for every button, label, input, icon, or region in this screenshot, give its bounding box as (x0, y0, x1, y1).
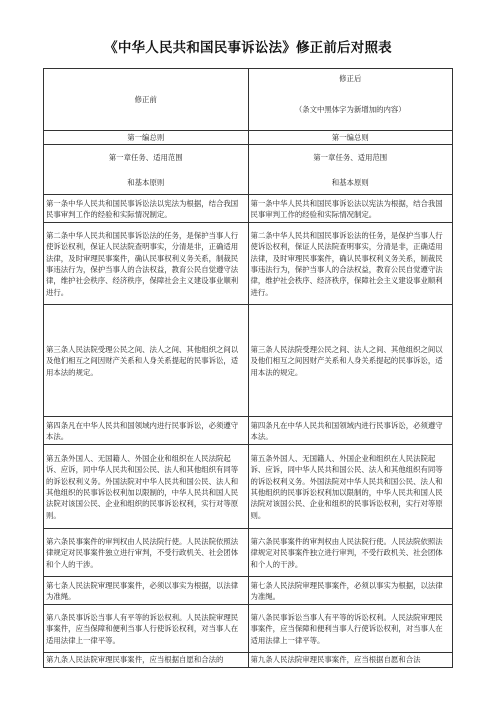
article-9-before: 第九条人民法院审理民事案件，应当根据自愿和合法的 (44, 653, 249, 667)
chapter-after-line2: 和基本原则 (331, 177, 369, 187)
article-5-after: 第五条外国人、无国籍人、外国企业和组织在人民法院起诉、应诉，同中华人民共和国公民、法人和其他组织有同等的诉讼权利义务。外国法院对中华人民共和国公民、法人和其他组织的民事诉讼权利加以限制的，中华人民共和国人民法院对该国公民、企业和组织的民事诉讼权利，实行对等原则。 (248, 445, 453, 529)
article-6-before: 第六条民事案件的审判权由人民法院行使。人民法院依照法律规定对民事案件独立进行审判，不受行政机关、社会团体和个人的干涉。 (44, 529, 249, 577)
document-title: 《中华人民共和国民事诉讼法》修正前后对照表 (104, 40, 392, 56)
chapter-row (44, 145, 453, 195)
article-2-before: 第二条中华人民共和国民事诉讼法的任务，是保护当事人行使诉讼权利，保证人民法院查明事实，分清是非，正确适用法律，及时审理民事案件，确认民事权利义务关系，制裁民事违法行为，保护当事人的合法权益，教育公民自觉遵守法律，维护社会秩序、经济秩序，保障社会主义建设事业顺利进行。 (44, 223, 249, 305)
article-1-after: 第一条中华人民共和国民事诉讼法以宪法为根据，结合我国民事审判工作的经验和实际情况制定。 (248, 195, 453, 223)
article-7-after: 第七条人民法院审理民事案件，必须以事实为根据，以法律为准绳。 (248, 577, 453, 605)
chapter-after-cell (248, 145, 453, 195)
article-4-after: 第四条凡在中华人民共和国领域内进行民事诉讼，必须遵守本法。 (248, 417, 453, 445)
part-after: 第一编总则 (248, 131, 453, 145)
table-row (44, 529, 453, 577)
header-before: 修正前 (44, 69, 249, 131)
article-3-after: 第三条人民法院受理公民之间、法人之间、其他组织之间以及他们相互之间因财产关系和人身关系提起的民事诉讼，适用本法的规定。 (248, 305, 453, 417)
header-row (44, 69, 453, 131)
table-row (44, 605, 453, 653)
table-row (44, 445, 453, 529)
table-row (44, 195, 453, 223)
article-2-after: 第二条中华人民共和国民事诉讼法的任务，是保护当事人行使诉讼权利，保证人民法院查明事实，分清是非，正确适用法律，及时审理民事案件，确认民事权利义务关系，制裁民事违法行为，保护当事人的合法权益，教育公民自觉遵守法律，维护社会秩序、经济秩序，保障社会主义建设事业顺利进行。 (248, 223, 453, 305)
article-1-before: 第一条中华人民共和国民事诉讼法以宪法为根据，结合我国民事审判工作的经验和实际情况制定。 (44, 195, 249, 223)
table-row (44, 653, 453, 667)
table-row (44, 305, 453, 417)
header-after-note: （条文中黑体字为新增加的内容） (294, 105, 406, 115)
article-8-after: 第八条民事诉讼当事人有平等的诉讼权利。人民法院审理民事案件，应当保障和便利当事人行使诉讼权利，对当事人在适用法律上一律平等。 (248, 605, 453, 653)
article-7-before: 第七条人民法院审理民事案件，必须以事实为根据，以法律为准绳。 (44, 577, 249, 605)
article-9-after: 第九条人民法院审理民事案件，应当根据自愿和合法 (248, 653, 453, 667)
part-row (44, 131, 453, 145)
header-after-cell (248, 69, 453, 131)
article-8-before: 第八条民事诉讼当事人有平等的诉讼权利。人民法院审理民事案件，应当保障和便利当事人行使诉讼权利，对当事人在适用法律上一律平等。 (44, 605, 249, 653)
chapter-before-line2: 和基本原则 (127, 177, 165, 187)
table-row (44, 223, 453, 305)
table-row (44, 577, 453, 605)
chapter-after-line1: 第一章任务、适用范围 (313, 152, 388, 162)
chapter-before-cell (44, 145, 249, 195)
comparison-table (43, 68, 453, 668)
table-row (44, 417, 453, 445)
article-6-after: 第六条民事案件的审判权由人民法院行使。人民法院依照法律规定对民事案件独立进行审判，不受行政机关、社会团体和个人的干涉。 (248, 529, 453, 577)
part-before: 第一编总则 (44, 131, 249, 145)
header-after: 修正后 (339, 74, 362, 83)
chapter-before-line1: 第一章任务、适用范围 (108, 152, 183, 162)
article-5-before: 第五条外国人、无国籍人、外国企业和组织在人民法院起诉、应诉，同中华人民共和国公民、法人和其他组织有同等的诉讼权利义务。外国法院对中华人民共和国公民、法人和其他组织的民事诉讼权利加以限制的，中华人民共和国人民法院对该国公民、企业和组织的民事诉讼权利，实行对等原则。 (44, 445, 249, 529)
article-3-before: 第三条人民法院受理公民之间、法人之间、其他组织之间以及他们相互之间因财产关系和人身关系提起的民事诉讼，适用本法的规定。 (44, 305, 249, 417)
article-4-before: 第四条凡在中华人民共和国领域内进行民事诉讼，必须遵守本法。 (44, 417, 249, 445)
